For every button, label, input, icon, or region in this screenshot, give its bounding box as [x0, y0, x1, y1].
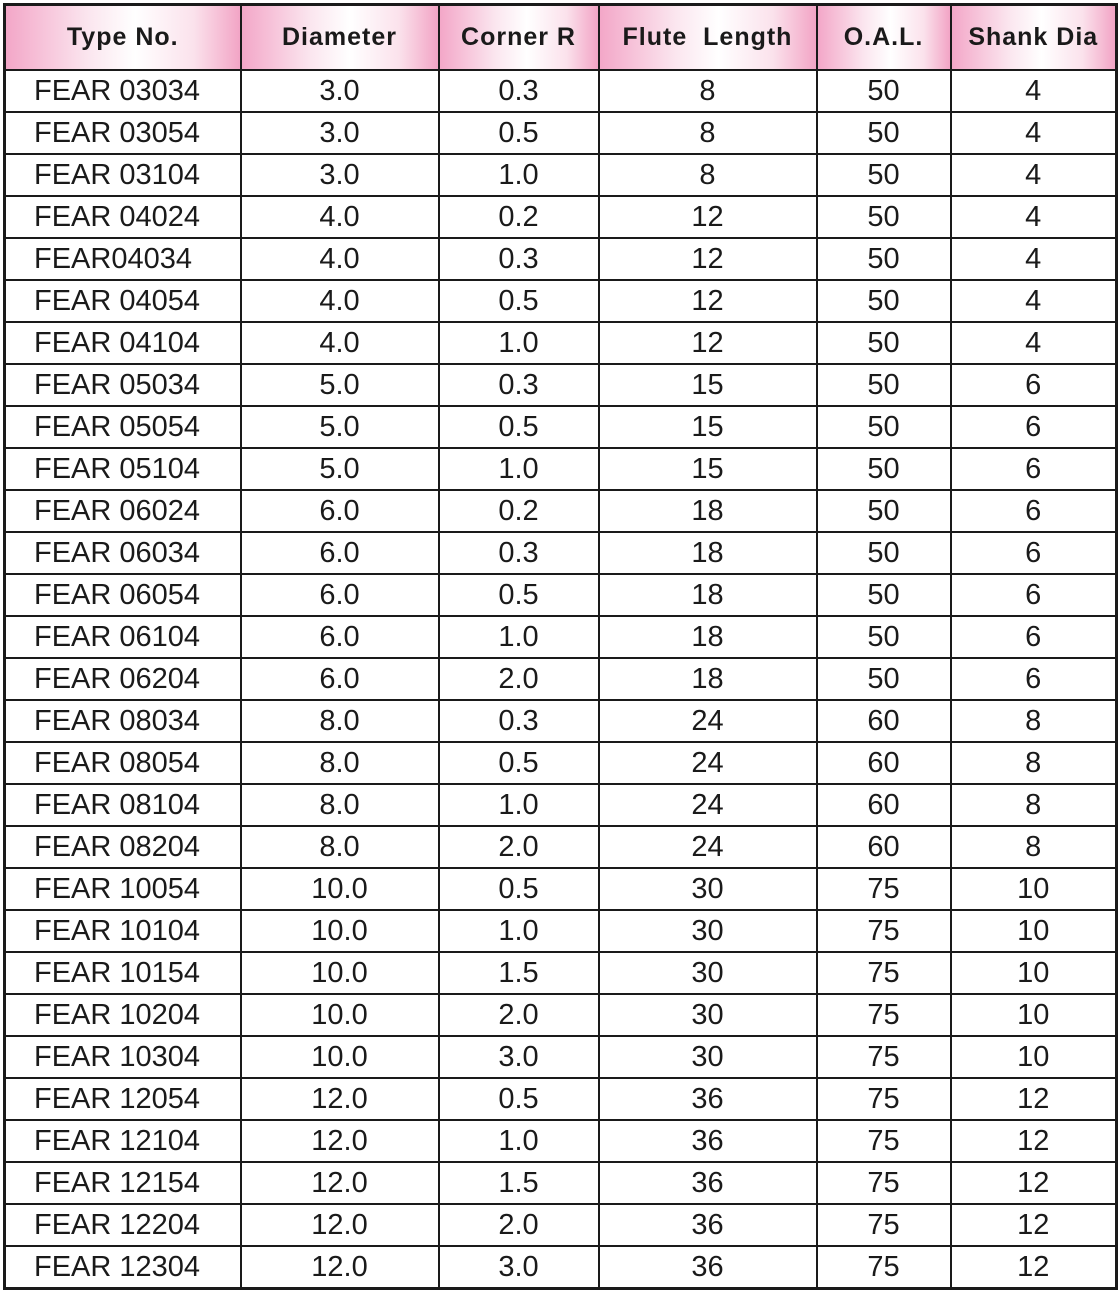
flute-length-cell: 12	[599, 280, 817, 322]
diameter-cell: 10.0	[241, 1036, 439, 1078]
oal-cell: 50	[817, 406, 951, 448]
oal-cell: 50	[817, 448, 951, 490]
oal-cell: 75	[817, 868, 951, 910]
table-row	[5, 616, 1117, 658]
type-no-cell: FEAR 12204	[5, 1204, 241, 1246]
oal-cell: 75	[817, 1204, 951, 1246]
table-row	[5, 826, 1117, 868]
oal-cell: 50	[817, 322, 951, 364]
diameter-cell: 4.0	[241, 280, 439, 322]
oal-cell: 50	[817, 532, 951, 574]
diameter-cell: 4.0	[241, 238, 439, 280]
table-row	[5, 658, 1117, 700]
shank-dia-cell: 6	[951, 406, 1117, 448]
flute-length-cell: 8	[599, 112, 817, 154]
type-no-cell: FEAR 12304	[5, 1246, 241, 1289]
corner-r-cell: 0.2	[439, 490, 599, 532]
type-no-cell: FEAR 10304	[5, 1036, 241, 1078]
table-row	[5, 1036, 1117, 1078]
flute-length-cell: 18	[599, 532, 817, 574]
corner-r-cell: 2.0	[439, 1204, 599, 1246]
flute-length-cell: 36	[599, 1120, 817, 1162]
diameter-cell: 6.0	[241, 658, 439, 700]
flute-length-cell: 8	[599, 154, 817, 196]
diameter-cell: 8.0	[241, 700, 439, 742]
table-header-row	[5, 5, 1117, 71]
diameter-cell: 3.0	[241, 154, 439, 196]
oal-cell: 60	[817, 700, 951, 742]
oal-cell: 75	[817, 1162, 951, 1204]
table-row	[5, 490, 1117, 532]
corner-r-cell: 0.5	[439, 574, 599, 616]
oal-cell: 75	[817, 1078, 951, 1120]
diameter-cell: 8.0	[241, 826, 439, 868]
corner-r-cell: 2.0	[439, 994, 599, 1036]
table-row	[5, 868, 1117, 910]
corner-r-cell: 0.2	[439, 196, 599, 238]
flute-length-cell: 36	[599, 1162, 817, 1204]
corner-r-cell: 1.0	[439, 910, 599, 952]
oal-cell: 75	[817, 910, 951, 952]
corner-r-cell: 1.0	[439, 322, 599, 364]
corner-r-cell: 0.3	[439, 700, 599, 742]
oal-cell: 50	[817, 196, 951, 238]
type-no-cell: FEAR 08054	[5, 742, 241, 784]
shank-dia-cell: 8	[951, 700, 1117, 742]
diameter-cell: 12.0	[241, 1246, 439, 1289]
corner-r-cell: 0.5	[439, 280, 599, 322]
shank-dia-cell: 4	[951, 70, 1117, 112]
table-row	[5, 784, 1117, 826]
type-no-cell: FEAR 06104	[5, 616, 241, 658]
diameter-cell: 8.0	[241, 742, 439, 784]
oal-cell: 60	[817, 784, 951, 826]
spec-table	[3, 3, 1118, 1290]
type-no-cell: FEAR 10104	[5, 910, 241, 952]
oal-cell: 75	[817, 952, 951, 994]
type-no-cell: FEAR 04024	[5, 196, 241, 238]
table-row	[5, 910, 1117, 952]
corner-r-cell: 0.5	[439, 868, 599, 910]
corner-r-cell: 0.3	[439, 532, 599, 574]
flute-length-cell: 30	[599, 1036, 817, 1078]
type-no-cell: FEAR 06204	[5, 658, 241, 700]
type-no-cell: FEAR 06054	[5, 574, 241, 616]
diameter-cell: 5.0	[241, 448, 439, 490]
oal-cell: 60	[817, 742, 951, 784]
corner-r-cell: 1.0	[439, 784, 599, 826]
table-row	[5, 952, 1117, 994]
flute-length-cell: 30	[599, 994, 817, 1036]
diameter-cell: 6.0	[241, 490, 439, 532]
type-no-cell: FEAR 10204	[5, 994, 241, 1036]
diameter-cell: 6.0	[241, 616, 439, 658]
table-row	[5, 700, 1117, 742]
oal-cell: 60	[817, 826, 951, 868]
header-flute-length: Flute Length	[599, 5, 817, 71]
oal-cell: 50	[817, 616, 951, 658]
corner-r-cell: 2.0	[439, 826, 599, 868]
corner-r-cell: 0.5	[439, 112, 599, 154]
type-no-cell: FEAR04034	[5, 238, 241, 280]
type-no-cell: FEAR 06024	[5, 490, 241, 532]
oal-cell: 50	[817, 70, 951, 112]
shank-dia-cell: 4	[951, 112, 1117, 154]
flute-length-cell: 15	[599, 406, 817, 448]
diameter-cell: 5.0	[241, 406, 439, 448]
shank-dia-cell: 4	[951, 280, 1117, 322]
shank-dia-cell: 6	[951, 448, 1117, 490]
corner-r-cell: 0.3	[439, 364, 599, 406]
flute-length-cell: 36	[599, 1246, 817, 1289]
type-no-cell: FEAR 10054	[5, 868, 241, 910]
table-row	[5, 322, 1117, 364]
shank-dia-cell: 6	[951, 490, 1117, 532]
flute-length-cell: 18	[599, 658, 817, 700]
corner-r-cell: 1.5	[439, 1162, 599, 1204]
table-row	[5, 1078, 1117, 1120]
shank-dia-cell: 10	[951, 868, 1117, 910]
corner-r-cell: 2.0	[439, 658, 599, 700]
oal-cell: 75	[817, 1120, 951, 1162]
type-no-cell: FEAR 12154	[5, 1162, 241, 1204]
diameter-cell: 10.0	[241, 910, 439, 952]
diameter-cell: 10.0	[241, 868, 439, 910]
flute-length-cell: 18	[599, 574, 817, 616]
type-no-cell: FEAR 05034	[5, 364, 241, 406]
shank-dia-cell: 12	[951, 1120, 1117, 1162]
flute-length-cell: 8	[599, 70, 817, 112]
header-diameter: Diameter	[241, 5, 439, 71]
oal-cell: 75	[817, 1246, 951, 1289]
flute-length-cell: 30	[599, 952, 817, 994]
oal-cell: 50	[817, 574, 951, 616]
type-no-cell: FEAR 05104	[5, 448, 241, 490]
corner-r-cell: 1.0	[439, 154, 599, 196]
flute-length-cell: 12	[599, 196, 817, 238]
shank-dia-cell: 12	[951, 1078, 1117, 1120]
diameter-cell: 10.0	[241, 994, 439, 1036]
shank-dia-cell: 12	[951, 1246, 1117, 1289]
corner-r-cell: 0.3	[439, 70, 599, 112]
type-no-cell: FEAR 03034	[5, 70, 241, 112]
type-no-cell: FEAR 04054	[5, 280, 241, 322]
diameter-cell: 4.0	[241, 322, 439, 364]
corner-r-cell: 3.0	[439, 1036, 599, 1078]
corner-r-cell: 0.3	[439, 238, 599, 280]
diameter-cell: 10.0	[241, 952, 439, 994]
table-row	[5, 280, 1117, 322]
table-row	[5, 70, 1117, 112]
corner-r-cell: 1.0	[439, 448, 599, 490]
oal-cell: 50	[817, 490, 951, 532]
flute-length-cell: 24	[599, 700, 817, 742]
shank-dia-cell: 10	[951, 910, 1117, 952]
shank-dia-cell: 8	[951, 784, 1117, 826]
corner-r-cell: 1.5	[439, 952, 599, 994]
table-row	[5, 1162, 1117, 1204]
corner-r-cell: 1.0	[439, 616, 599, 658]
type-no-cell: FEAR 08204	[5, 826, 241, 868]
flute-length-cell: 18	[599, 616, 817, 658]
diameter-cell: 4.0	[241, 196, 439, 238]
flute-length-cell: 30	[599, 910, 817, 952]
type-no-cell: FEAR 12104	[5, 1120, 241, 1162]
oal-cell: 50	[817, 112, 951, 154]
table-row	[5, 112, 1117, 154]
diameter-cell: 12.0	[241, 1162, 439, 1204]
table-row	[5, 154, 1117, 196]
diameter-cell: 6.0	[241, 574, 439, 616]
shank-dia-cell: 4	[951, 196, 1117, 238]
shank-dia-cell: 12	[951, 1204, 1117, 1246]
type-no-cell: FEAR 12054	[5, 1078, 241, 1120]
table-row	[5, 448, 1117, 490]
header-corner-r: Corner R	[439, 5, 599, 71]
flute-length-cell: 12	[599, 238, 817, 280]
diameter-cell: 12.0	[241, 1078, 439, 1120]
flute-length-cell: 15	[599, 364, 817, 406]
oal-cell: 75	[817, 1036, 951, 1078]
table-row	[5, 196, 1117, 238]
shank-dia-cell: 10	[951, 952, 1117, 994]
type-no-cell: FEAR 08104	[5, 784, 241, 826]
diameter-cell: 8.0	[241, 784, 439, 826]
shank-dia-cell: 8	[951, 742, 1117, 784]
type-no-cell: FEAR 03104	[5, 154, 241, 196]
table-row	[5, 406, 1117, 448]
diameter-cell: 5.0	[241, 364, 439, 406]
flute-length-cell: 24	[599, 742, 817, 784]
type-no-cell: FEAR 03054	[5, 112, 241, 154]
table-row	[5, 1246, 1117, 1289]
shank-dia-cell: 6	[951, 364, 1117, 406]
flute-length-cell: 24	[599, 826, 817, 868]
header-oal: O.A.L.	[817, 5, 951, 71]
oal-cell: 50	[817, 658, 951, 700]
diameter-cell: 12.0	[241, 1204, 439, 1246]
shank-dia-cell: 4	[951, 322, 1117, 364]
flute-length-cell: 12	[599, 322, 817, 364]
flute-length-cell: 36	[599, 1078, 817, 1120]
flute-length-cell: 36	[599, 1204, 817, 1246]
shank-dia-cell: 8	[951, 826, 1117, 868]
diameter-cell: 12.0	[241, 1120, 439, 1162]
shank-dia-cell: 6	[951, 532, 1117, 574]
table-row	[5, 1120, 1117, 1162]
diameter-cell: 6.0	[241, 532, 439, 574]
corner-r-cell: 0.5	[439, 406, 599, 448]
flute-length-cell: 24	[599, 784, 817, 826]
type-no-cell: FEAR 08034	[5, 700, 241, 742]
corner-r-cell: 0.5	[439, 1078, 599, 1120]
table-row	[5, 238, 1117, 280]
type-no-cell: FEAR 06034	[5, 532, 241, 574]
table-row	[5, 1204, 1117, 1246]
shank-dia-cell: 10	[951, 1036, 1117, 1078]
table-body	[5, 70, 1117, 1289]
flute-length-cell: 15	[599, 448, 817, 490]
oal-cell: 75	[817, 994, 951, 1036]
table-row	[5, 994, 1117, 1036]
type-no-cell: FEAR 04104	[5, 322, 241, 364]
shank-dia-cell: 4	[951, 154, 1117, 196]
shank-dia-cell: 12	[951, 1162, 1117, 1204]
shank-dia-cell: 6	[951, 616, 1117, 658]
flute-length-cell: 18	[599, 490, 817, 532]
shank-dia-cell: 10	[951, 994, 1117, 1036]
oal-cell: 50	[817, 364, 951, 406]
type-no-cell: FEAR 05054	[5, 406, 241, 448]
oal-cell: 50	[817, 154, 951, 196]
diameter-cell: 3.0	[241, 112, 439, 154]
diameter-cell: 3.0	[241, 70, 439, 112]
corner-r-cell: 0.5	[439, 742, 599, 784]
corner-r-cell: 3.0	[439, 1246, 599, 1289]
flute-length-cell: 30	[599, 868, 817, 910]
table-row	[5, 574, 1117, 616]
type-no-cell: FEAR 10154	[5, 952, 241, 994]
shank-dia-cell: 6	[951, 658, 1117, 700]
oal-cell: 50	[817, 280, 951, 322]
header-type-no: Type No.	[5, 5, 241, 71]
header-shank-dia: Shank Dia	[951, 5, 1117, 71]
oal-cell: 50	[817, 238, 951, 280]
shank-dia-cell: 4	[951, 238, 1117, 280]
table-row	[5, 742, 1117, 784]
shank-dia-cell: 6	[951, 574, 1117, 616]
table-row	[5, 532, 1117, 574]
corner-r-cell: 1.0	[439, 1120, 599, 1162]
table-row	[5, 364, 1117, 406]
